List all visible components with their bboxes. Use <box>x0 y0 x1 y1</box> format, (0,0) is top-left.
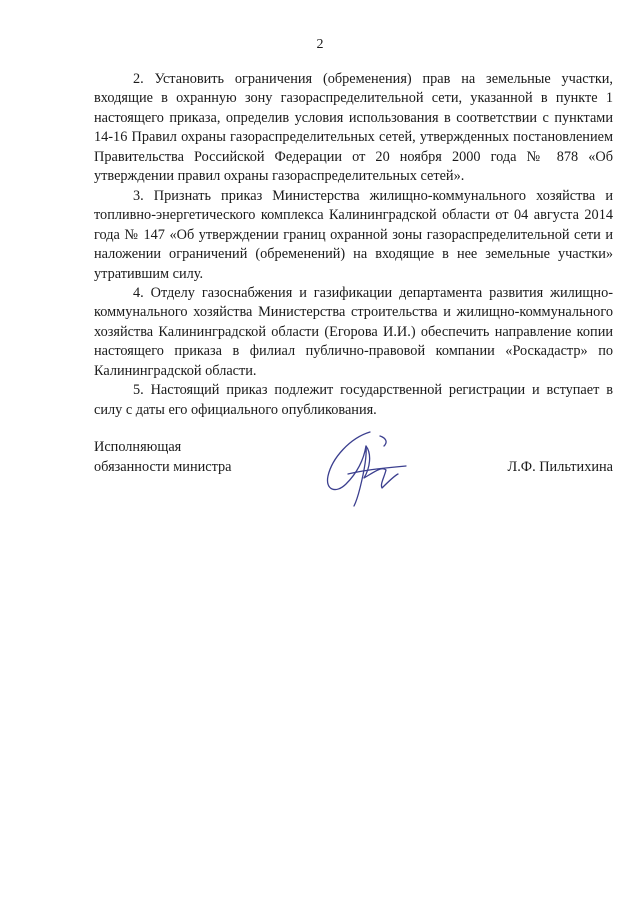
paragraph-3: 3. Признать приказ Министерства жилищно-коммунального хозяйства и топливно-энергетического комплекса Калининградской области от 04 августа 2014 года № 147 «Об утверждении границ охранной зоны газораспределительной сети и наложении ограничений (обременений) на входящие в нее земельные участки» утратившим силу. <box>94 187 613 282</box>
signer-title-line-1: Исполняющая <box>94 439 182 455</box>
paragraph-5: 5. Настоящий приказ подлежит государственной регистрации и вступает в силу с даты его официального опубликования. <box>94 382 613 418</box>
signer-title <box>94 438 232 477</box>
document-body <box>94 70 613 420</box>
handwritten-signature <box>320 428 410 510</box>
signer-name: Л.Ф. Пильтихина <box>507 458 613 475</box>
signature-block <box>94 438 613 498</box>
signer-title-line-2: обязанности министра <box>94 458 232 475</box>
page-number: 2 <box>316 37 324 52</box>
paragraph-2: 2. Установить ограничения (обременения) прав на земельные участки, входящие в охранную зону газораспределительной сети, указанной в пункте 1 настоящего приказа, определив условия использования в соответствии с пунктами 14-16 Правил охраны газораспределительных сетей, утвержденных постановлением Правительства Российской Федерации от 20 ноября 2000 года № 878 «Об утверждении правил охраны газораспределительных сетей». <box>94 71 613 185</box>
paragraph-4: 4. Отделу газоснабжения и газификации департамента развития жилищно-коммунального хозяйства Министерства строительства и жилищно-коммунального хозяйства Калининградской области (Егорова И.И.) обеспечить направление копии настоящего приказа в филиал публично-правовой компании «Роскадастр» по Калининградской области. <box>94 284 613 379</box>
